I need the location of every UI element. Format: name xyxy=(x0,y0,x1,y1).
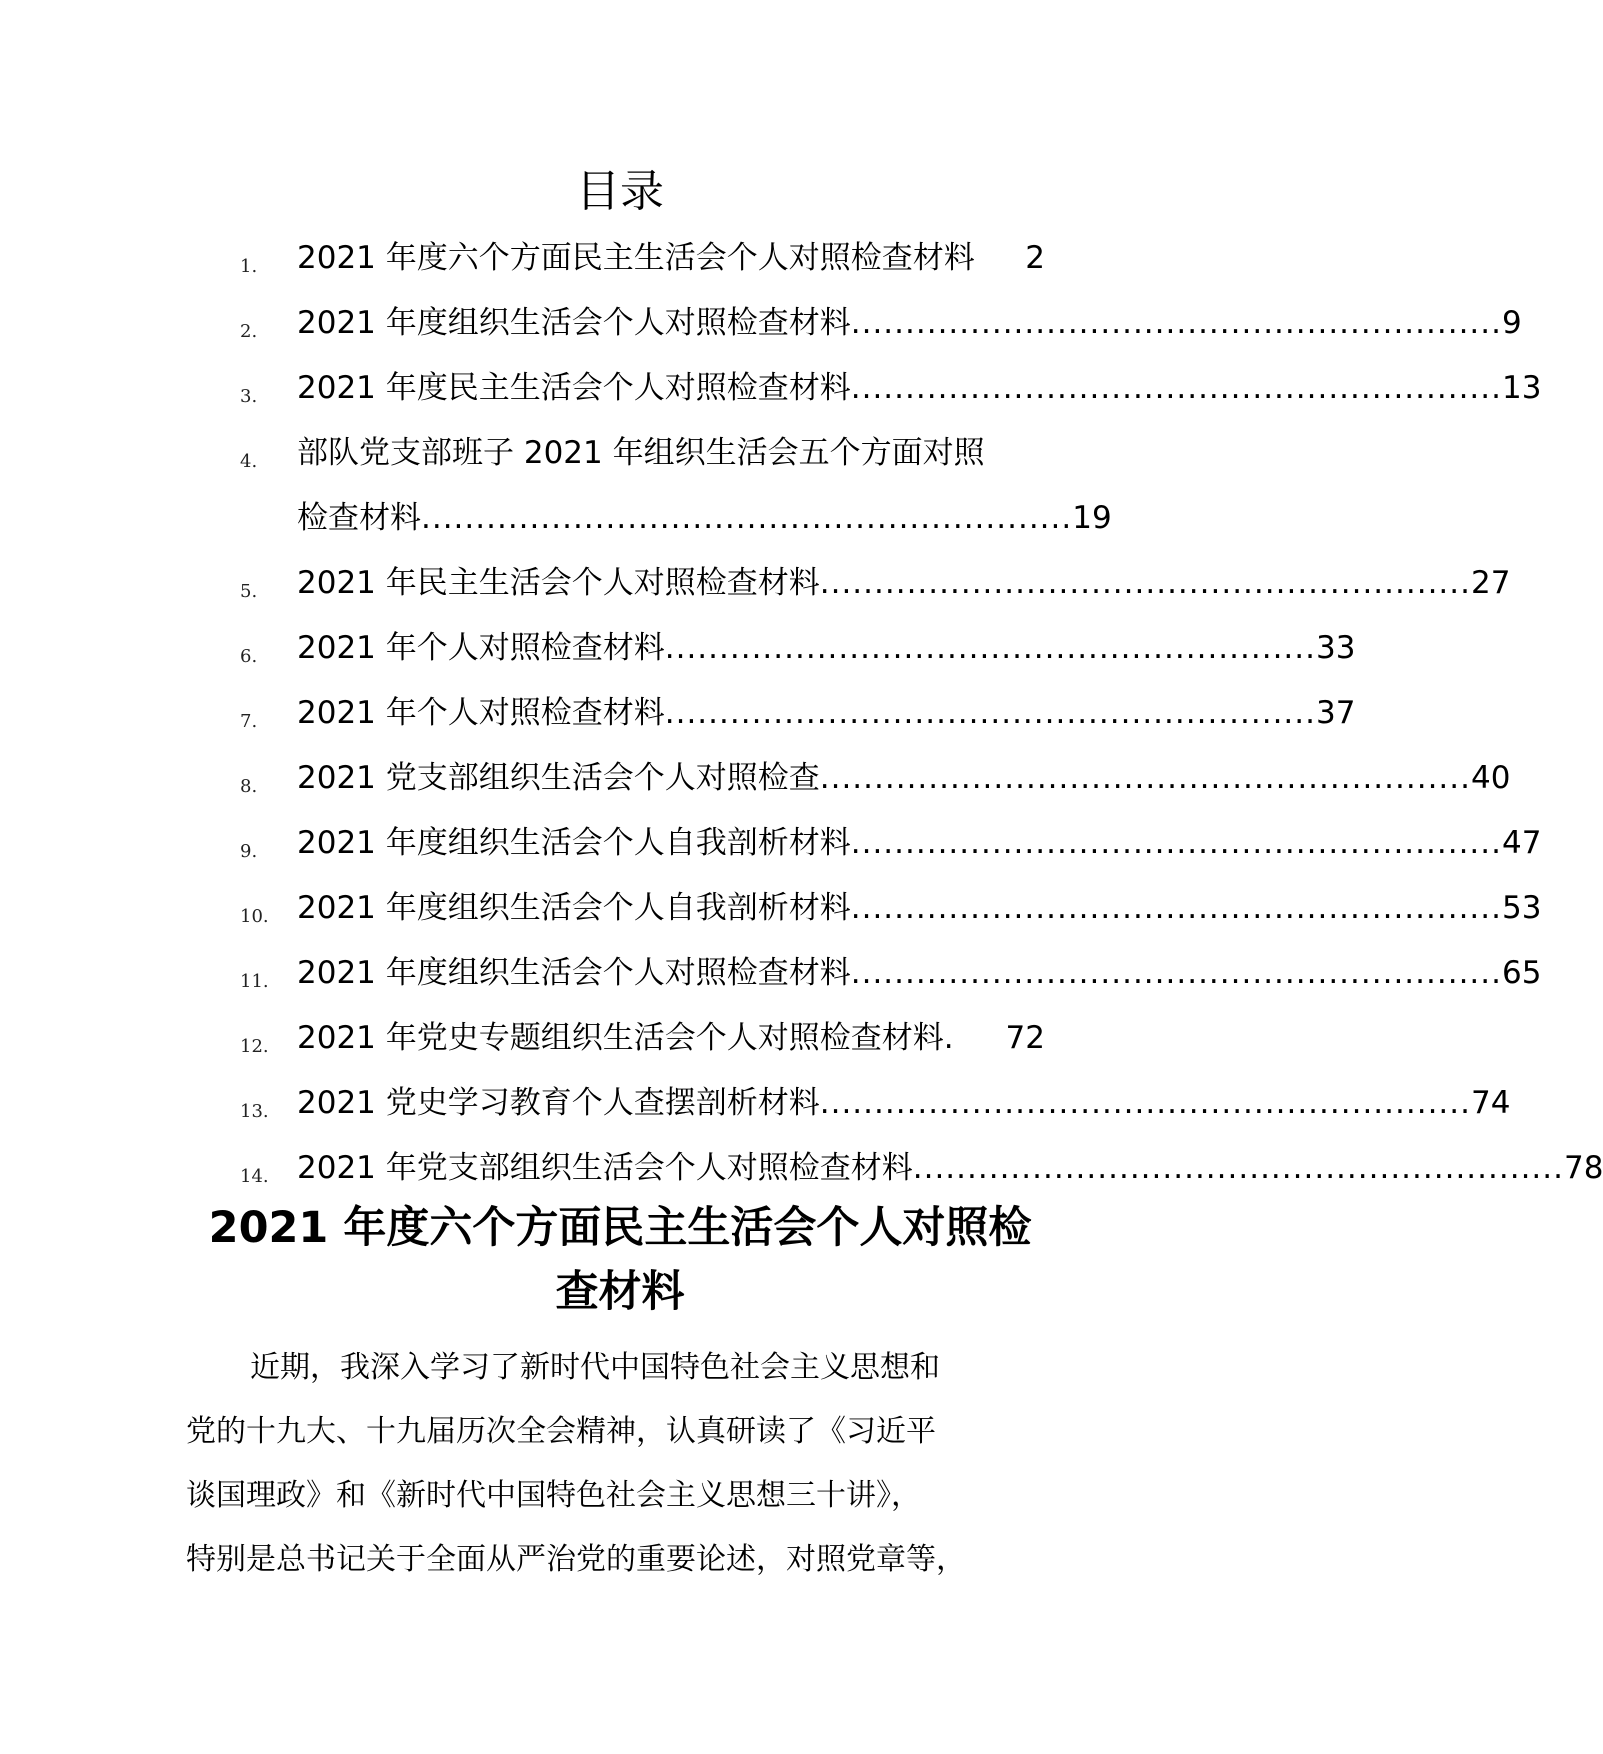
body-line: 近期，我深入学习了新时代中国特色社会主义思想和 xyxy=(250,1350,940,1385)
toc-entry-line xyxy=(297,951,1542,995)
article-body xyxy=(186,1336,1056,1592)
toc-entry[interactable] xyxy=(0,756,1511,821)
toc-entry[interactable] xyxy=(0,626,1356,691)
toc-entry-line xyxy=(297,691,1356,735)
toc-entry-line xyxy=(297,496,1112,540)
toc-entry-number: 12. xyxy=(240,1036,269,1057)
toc-page-number: 2 xyxy=(1025,240,1045,276)
toc-entry[interactable] xyxy=(0,236,1240,301)
toc-entry-title: 2021 年度六个方面民主生活会个人对照检查材料 xyxy=(297,240,975,276)
toc-entry-number: 6. xyxy=(240,646,258,667)
toc-entry[interactable] xyxy=(0,1016,1240,1081)
body-line: 党的十九大、十九届历次全会精神，认真研读了《习近平 xyxy=(186,1414,936,1449)
toc-entry-number: 9. xyxy=(240,841,258,862)
body-line: 特别是总书记关于全面从严治党的重要论述，对照党章等， xyxy=(186,1542,966,1577)
toc-entry-title: 2021 年个人对照检查材料 xyxy=(297,630,665,666)
toc-entry-number: 4. xyxy=(240,451,258,472)
toc-entry[interactable] xyxy=(0,821,1542,886)
toc-title: 目录 xyxy=(576,166,664,217)
toc-page-number: 9 xyxy=(1502,305,1522,341)
article-title-line: 2021 年度六个方面民主生活会个人对照检 xyxy=(208,1203,1032,1253)
toc-entry[interactable] xyxy=(0,301,1522,366)
toc-leader-dots: ............................................................ xyxy=(850,305,1502,341)
toc-entry-title: 2021 党史学习教育个人查摆剖析材料 xyxy=(297,1085,820,1121)
toc-entry[interactable] xyxy=(0,561,1511,626)
toc-entry-title: 2021 年民主生活会个人对照检查材料 xyxy=(297,565,820,601)
toc-entry[interactable] xyxy=(0,691,1356,756)
toc-entry-title: 2021 年度组织生活会个人自我剖析材料 xyxy=(297,825,851,861)
toc-page-number: 74 xyxy=(1471,1085,1511,1121)
toc-leader-dots: ............................................................ xyxy=(421,500,1073,536)
toc-page-number: 33 xyxy=(1316,630,1356,666)
article-title-line: 查材料 xyxy=(555,1267,685,1317)
toc-page-number: 13 xyxy=(1502,370,1542,406)
toc-entry-title: 2021 年党支部组织生活会个人对照检查材料 xyxy=(297,1150,913,1186)
toc-entry-number: 8. xyxy=(240,776,258,797)
toc-leader-dots: ............................................................ xyxy=(850,955,1502,991)
toc-entry-title: 2021 年个人对照检查材料 xyxy=(297,695,665,731)
toc-leader-dots: ............................................................ xyxy=(664,630,1316,666)
toc-leader-dots: ............................................................ xyxy=(850,890,1502,926)
toc-entry-line xyxy=(297,1146,1603,1190)
toc-leader-dots: ............................................................ xyxy=(850,825,1502,861)
toc-leader-dots: ............................................................ xyxy=(664,695,1316,731)
body-line: 谈国理政》和《新时代中国特色社会主义思想三十讲》， xyxy=(186,1478,921,1513)
toc-leader-dots: ............................................................ xyxy=(819,565,1471,601)
toc-entry-line xyxy=(297,1081,1511,1125)
toc-entry[interactable] xyxy=(0,366,1542,431)
toc-entry-line xyxy=(297,236,1045,280)
toc-entry-title: 部队党支部班子 2021 年组织生活会五个方面对照 xyxy=(297,435,985,471)
toc-entry-number: 3. xyxy=(240,386,258,407)
toc-page-number: 78 xyxy=(1564,1150,1603,1186)
toc-leader-dots: . xyxy=(943,1020,955,1056)
toc-page-number: 72 xyxy=(1005,1020,1045,1056)
toc-entry-line xyxy=(297,886,1542,930)
toc-entry-title: 2021 年度组织生活会个人自我剖析材料 xyxy=(297,890,851,926)
toc-leader-dots: ............................................................ xyxy=(912,1150,1564,1186)
toc-entry-title: 2021 年度组织生活会个人对照检查材料 xyxy=(297,955,851,991)
toc-leader-dots: ............................................................ xyxy=(819,1085,1471,1121)
toc-page-number: 27 xyxy=(1471,565,1511,601)
toc-entry-title: 2021 党支部组织生活会个人对照检查 xyxy=(297,760,820,796)
toc-entry-number: 11. xyxy=(240,971,269,992)
toc-entry-title: 2021 年党史专题组织生活会个人对照检查材料 xyxy=(297,1020,944,1056)
toc-entry-line xyxy=(297,366,1542,410)
toc-entry-number: 2. xyxy=(240,321,258,342)
toc-entry[interactable] xyxy=(0,431,1240,561)
toc-entry-number: 5. xyxy=(240,581,258,602)
toc-page-number: 40 xyxy=(1471,760,1511,796)
toc-entry-number: 14. xyxy=(240,1166,269,1187)
toc-page-number: 47 xyxy=(1502,825,1542,861)
toc-entry-line xyxy=(297,626,1356,670)
toc-entry-number: 13. xyxy=(240,1101,269,1122)
toc-entry-title: 2021 年度组织生活会个人对照检查材料 xyxy=(297,305,851,341)
toc-leader-dots: ............................................................ xyxy=(819,760,1471,796)
toc-entry-line xyxy=(297,1016,1045,1060)
toc-list xyxy=(0,236,1603,1211)
toc-entry-line xyxy=(297,756,1511,800)
article-title xyxy=(160,1196,1080,1324)
toc-page-number: 19 xyxy=(1072,500,1112,536)
toc-entry[interactable] xyxy=(0,886,1542,951)
toc-entry-number: 10. xyxy=(240,906,269,927)
toc-entry-line xyxy=(297,561,1511,605)
toc-entry-number: 1. xyxy=(240,256,258,277)
toc-leader-dots: ............................................................ xyxy=(850,370,1502,406)
toc-entry[interactable] xyxy=(0,1081,1511,1146)
toc-entry[interactable] xyxy=(0,951,1542,1016)
toc-page-number: 65 xyxy=(1502,955,1542,991)
toc-entry-number: 7. xyxy=(240,711,258,732)
toc-page-number: 53 xyxy=(1502,890,1542,926)
toc-entry-line xyxy=(297,301,1522,345)
toc-entry-title: 2021 年度民主生活会个人对照检查材料 xyxy=(297,370,851,406)
toc-page-number: 37 xyxy=(1316,695,1356,731)
toc-entry-line xyxy=(297,821,1542,865)
toc-entry-title-continued: 检查材料 xyxy=(297,500,421,536)
